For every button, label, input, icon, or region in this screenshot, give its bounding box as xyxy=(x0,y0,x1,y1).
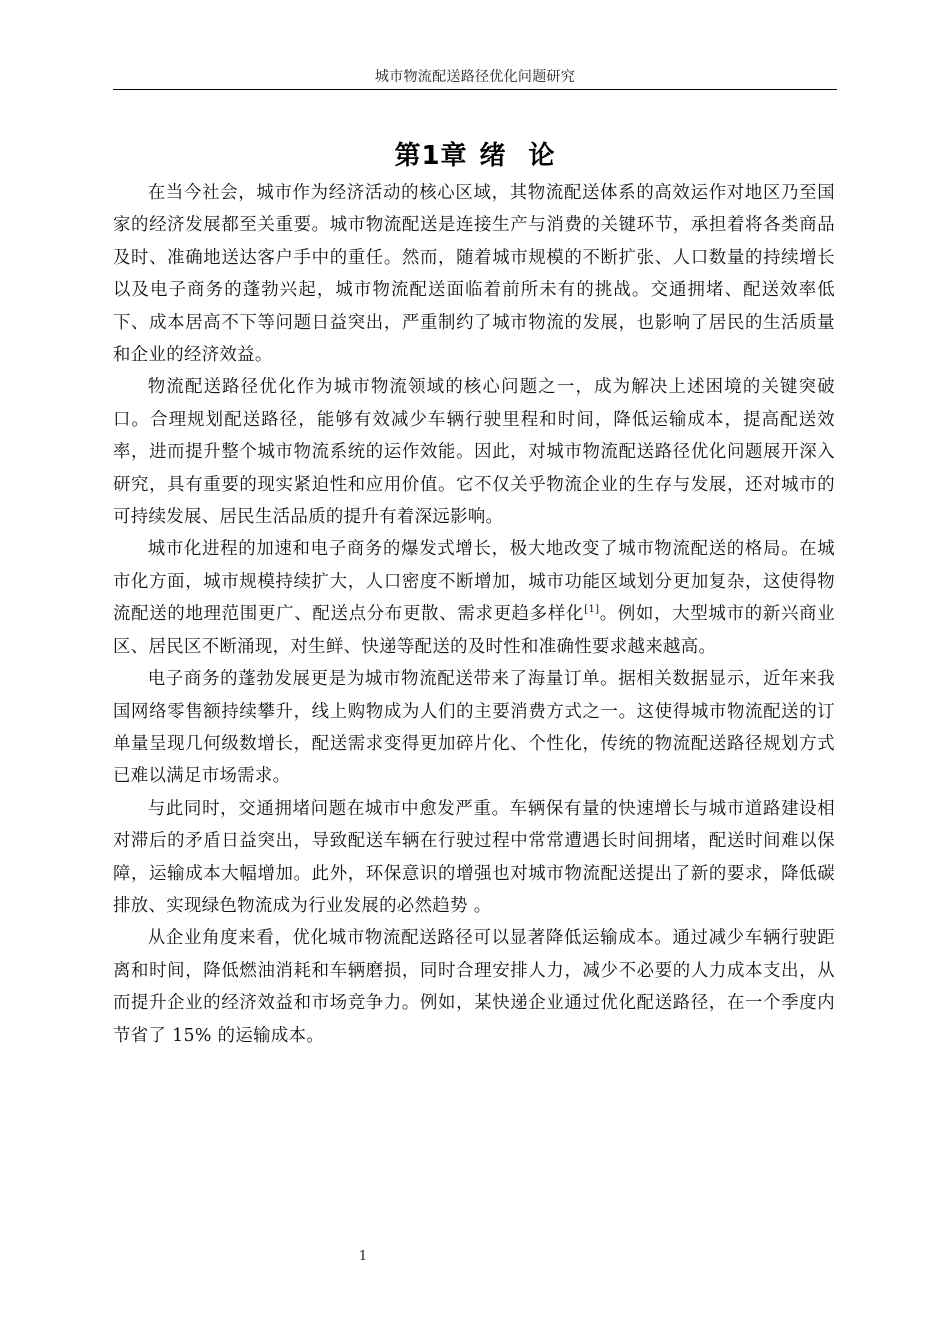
paragraph-6: 从企业角度来看，优化城市物流配送路径可以显著降低运输成本。通过减少车辆行驶距离和时间，降低燃油消耗和车辆磨损，同时合理安排人力，减少不必要的人力成本支出，从而提升企业的经济效益和市场竞争力。例如，某快递企业通过优化配送路径，在一个季度内节省了 15% 的运输成本。 xyxy=(113,928,835,1046)
running-header: 城市物流配送路径优化问题研究 xyxy=(374,69,576,85)
chapter-title-part2: 论 xyxy=(528,141,556,171)
page-number: 1 xyxy=(358,1249,368,1264)
paragraph-5: 与此同时，交通拥堵问题在城市中愈发严重。车辆保有量的快速增长与城市道路建设相对滞后的矛盾日益突出，导致配送车辆在行驶过程中常常遭遇长时间拥堵，配送时间难以保障，运输成本大幅增加。此外，环保意识的增强也对城市物流配送提出了新的要求，降低碳排放、实现绿色物流成为行业发展的必然趋势 。 xyxy=(113,798,835,916)
body-text xyxy=(113,177,835,1052)
paragraph-1: 在当今社会，城市作为经济活动的核心区域，其物流配送体系的高效运作对地区乃至国家的经济发展都至关重要。城市物流配送是连接生产与消费的关键环节，承担着将各类商品及时、准确地送达客户手中的重任。然而，随着城市规模的不断扩张、人口数量的持续增长以及电子商务的蓬勃兴起，城市物流配送面临着前所未有的挑战。交通拥堵、配送效率低下、成本居高不下等问题日益突出，严重制约了城市物流的发展，也影响了居民的生活质量和企业的经济效益。 xyxy=(113,183,835,366)
paragraph-3-text-a: 城市化进程的加速和电子商务的爆发式增长，极大地改变了城市物流配送的格局。在城市化方面，城市规模持续扩大，人口密度不断增加，城市功能区域划分更加复杂，这使得物流配送的地理范围更广、配送点分布更散、需求更趋多样化 xyxy=(113,539,835,625)
paragraph-4: 电子商务的蓬勃发展更是为城市物流配送带来了海量订单。据相关数据显示，近年来我国网络零售额持续攀升，线上购物成为人们的主要消费方式之一。这使得城市物流配送的订单量呈现几何级数增长，配送需求变得更加碎片化、个性化，传统的物流配送路径规划方式已难以满足市场需求。 xyxy=(113,669,835,787)
header-rule xyxy=(113,89,837,90)
chapter-title-part1: 绪 xyxy=(479,141,507,171)
chapter-number: 第1章 xyxy=(394,141,468,171)
paragraph-2: 物流配送路径优化作为城市物流领域的核心问题之一，成为解决上述困境的关键突破口。合理规划配送路径，能够有效减少车辆行驶里程和时间，降低运输成本，提高配送效率，进而提升整个城市物流系统的运作效能。因此，对城市物流配送路径优化问题展开深入研究，具有重要的现实紧迫性和应用价值。它不仅关乎物流企业的生存与发展，还对城市的可持续发展、居民生活品质的提升有着深远影响。 xyxy=(113,377,835,528)
paragraph-3-text-b: 。例如，大型城市的新兴商业区、居民区不断涌现，对生鲜、快递等配送的及时性和准确性要求越来越高。 xyxy=(113,604,835,657)
paragraph-3 xyxy=(113,533,835,663)
citation-ref[interactable]: [1] xyxy=(584,604,600,616)
chapter-title xyxy=(113,138,837,174)
